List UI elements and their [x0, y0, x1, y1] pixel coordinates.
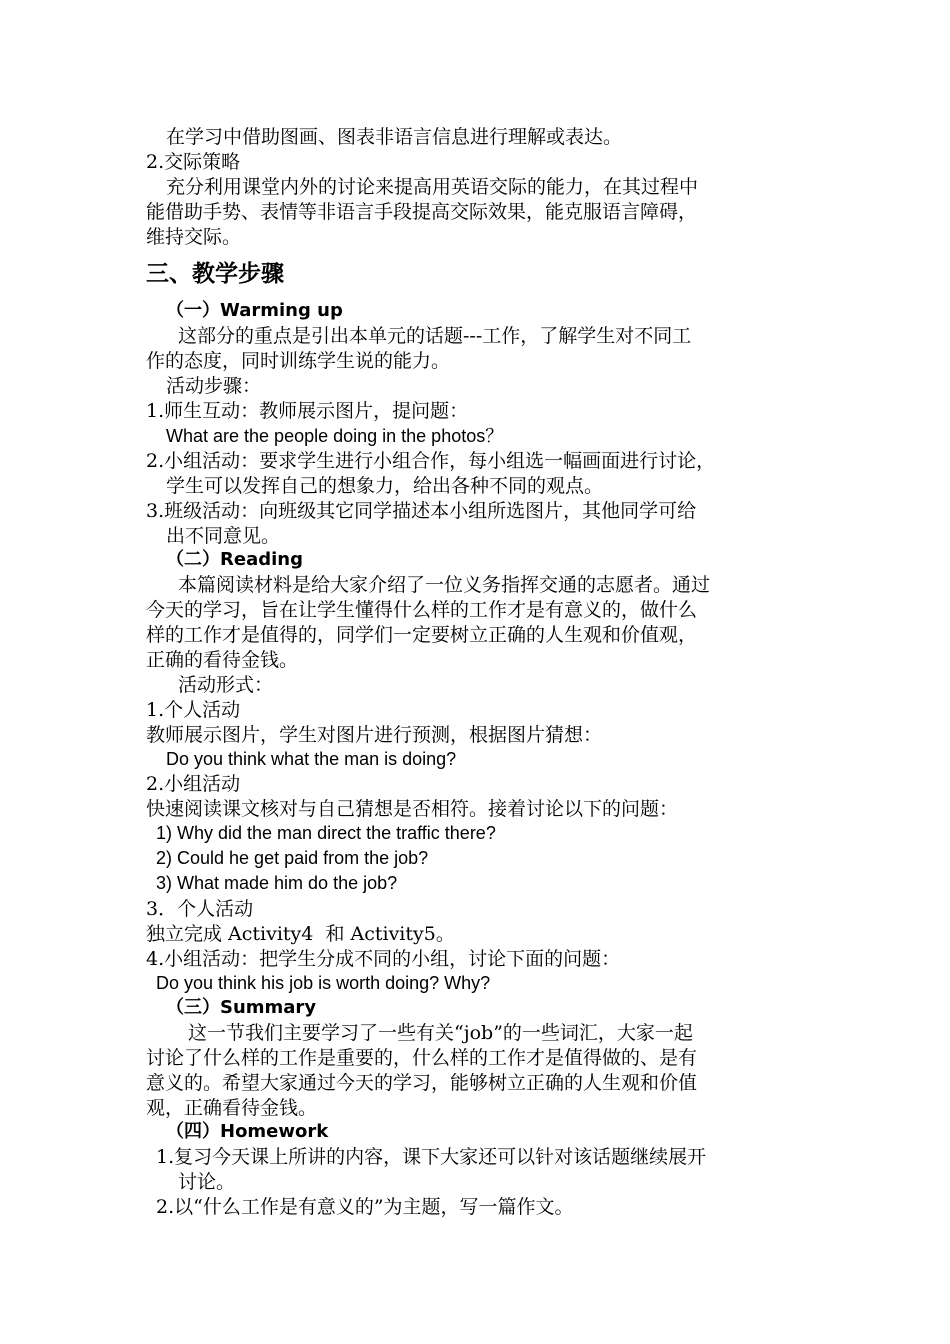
- activity-text: 教师展示图片，学生对图片进行预测，根据图片猜想：: [146, 724, 603, 746]
- activity-question: Do you think what the man is doing?: [166, 749, 457, 769]
- strategy-title: 2.交际策略: [146, 151, 241, 173]
- paragraph-line: 正确的看待金钱。: [146, 649, 299, 671]
- part-heading-reading: （二）Reading: [166, 549, 303, 570]
- step-item: 1.师生互动：教师展示图片，提问题：: [146, 400, 469, 422]
- discussion-question: 2) Could he get paid from the job?: [156, 848, 429, 868]
- paragraph-line: 意义的。希望大家通过今天的学习，能够树立正确的人生观和价值: [146, 1072, 698, 1094]
- step-item: 3.班级活动：向班级其它同学描述本小组所选图片，其他同学可给: [146, 500, 697, 522]
- activity-text: 快速阅读课文核对与自己猜想是否相符。接着讨论以下的问题：: [146, 798, 679, 820]
- paragraph-line: 样的工作才是值得的，同学们一定要树立正确的人生观和价值观，: [146, 624, 698, 646]
- activity-question: Do you think his job is worth doing? Why?: [156, 973, 491, 993]
- form-label: 活动形式：: [178, 674, 274, 696]
- activity-text: 独立完成 Activity4 和 Activity5。: [146, 923, 455, 945]
- section-title: 三、教学步骤: [146, 261, 284, 287]
- step-item-cont: 出不同意见。: [166, 525, 281, 547]
- homework-item: 2.以“什么工作是有意义的”为主题，写一篇作文。: [156, 1196, 574, 1218]
- activity-text: 4.小组活动：把学生分成不同的小组，讨论下面的问题：: [146, 948, 621, 970]
- activity-title: 3．个人活动: [146, 898, 254, 920]
- homework-item: 1.复习今天课上所讲的内容，课下大家还可以针对该话题继续展开: [156, 1146, 707, 1168]
- step-question: What are the people doing in the photos？: [166, 426, 504, 446]
- step-item-cont: 学生可以发挥自己的想象力，给出各种不同的观点。: [166, 475, 604, 497]
- activity-title: 2.小组活动: [146, 773, 241, 795]
- discussion-question: 3) What made him do the job?: [156, 873, 398, 893]
- strategy-text-line: 充分利用课堂内外的讨论来提高用英语交际的能力，在其过程中: [166, 176, 699, 198]
- paragraph-line: 讨论了什么样的工作是重要的，什么样的工作才是值得做的、是有: [146, 1047, 698, 1069]
- paragraph-line: 今天的学习，旨在让学生懂得什么样的工作才是有意义的，做什么: [146, 599, 698, 621]
- part-heading-homework: （四）Homework: [166, 1121, 329, 1142]
- discussion-question: 1) Why did the man direct the traffic there?: [156, 823, 496, 843]
- paragraph-line: 这一节我们主要学习了一些有关“job”的一些词汇，大家一起: [188, 1022, 693, 1044]
- paragraph-line: 作的态度，同时训练学生说的能力。: [146, 350, 451, 372]
- part-heading-warming-up: （一）Warming up: [166, 300, 343, 321]
- strategy-text-line: 能借助手势、表情等非语言手段提高交际效果，能克服语言障碍，: [146, 201, 698, 223]
- activity-title: 1.个人活动: [146, 699, 241, 721]
- intro-line: 在学习中借助图画、图表非语言信息进行理解或表达。: [166, 126, 623, 148]
- homework-item-cont: 讨论。: [178, 1171, 236, 1193]
- step-item: 2.小组活动：要求学生进行小组合作，每小组选一幅画面进行讨论，: [146, 450, 716, 472]
- part-heading-summary: （三）Summary: [166, 997, 317, 1018]
- strategy-text-line: 维持交际。: [146, 226, 242, 248]
- paragraph-line: 本篇阅读材料是给大家介绍了一位义务指挥交通的志愿者。通过: [178, 574, 711, 596]
- steps-label: 活动步骤：: [166, 375, 262, 397]
- paragraph-line: 这部分的重点是引出本单元的话题---工作，了解学生对不同工: [178, 325, 692, 347]
- paragraph-line: 观，正确看待金钱。: [146, 1097, 318, 1119]
